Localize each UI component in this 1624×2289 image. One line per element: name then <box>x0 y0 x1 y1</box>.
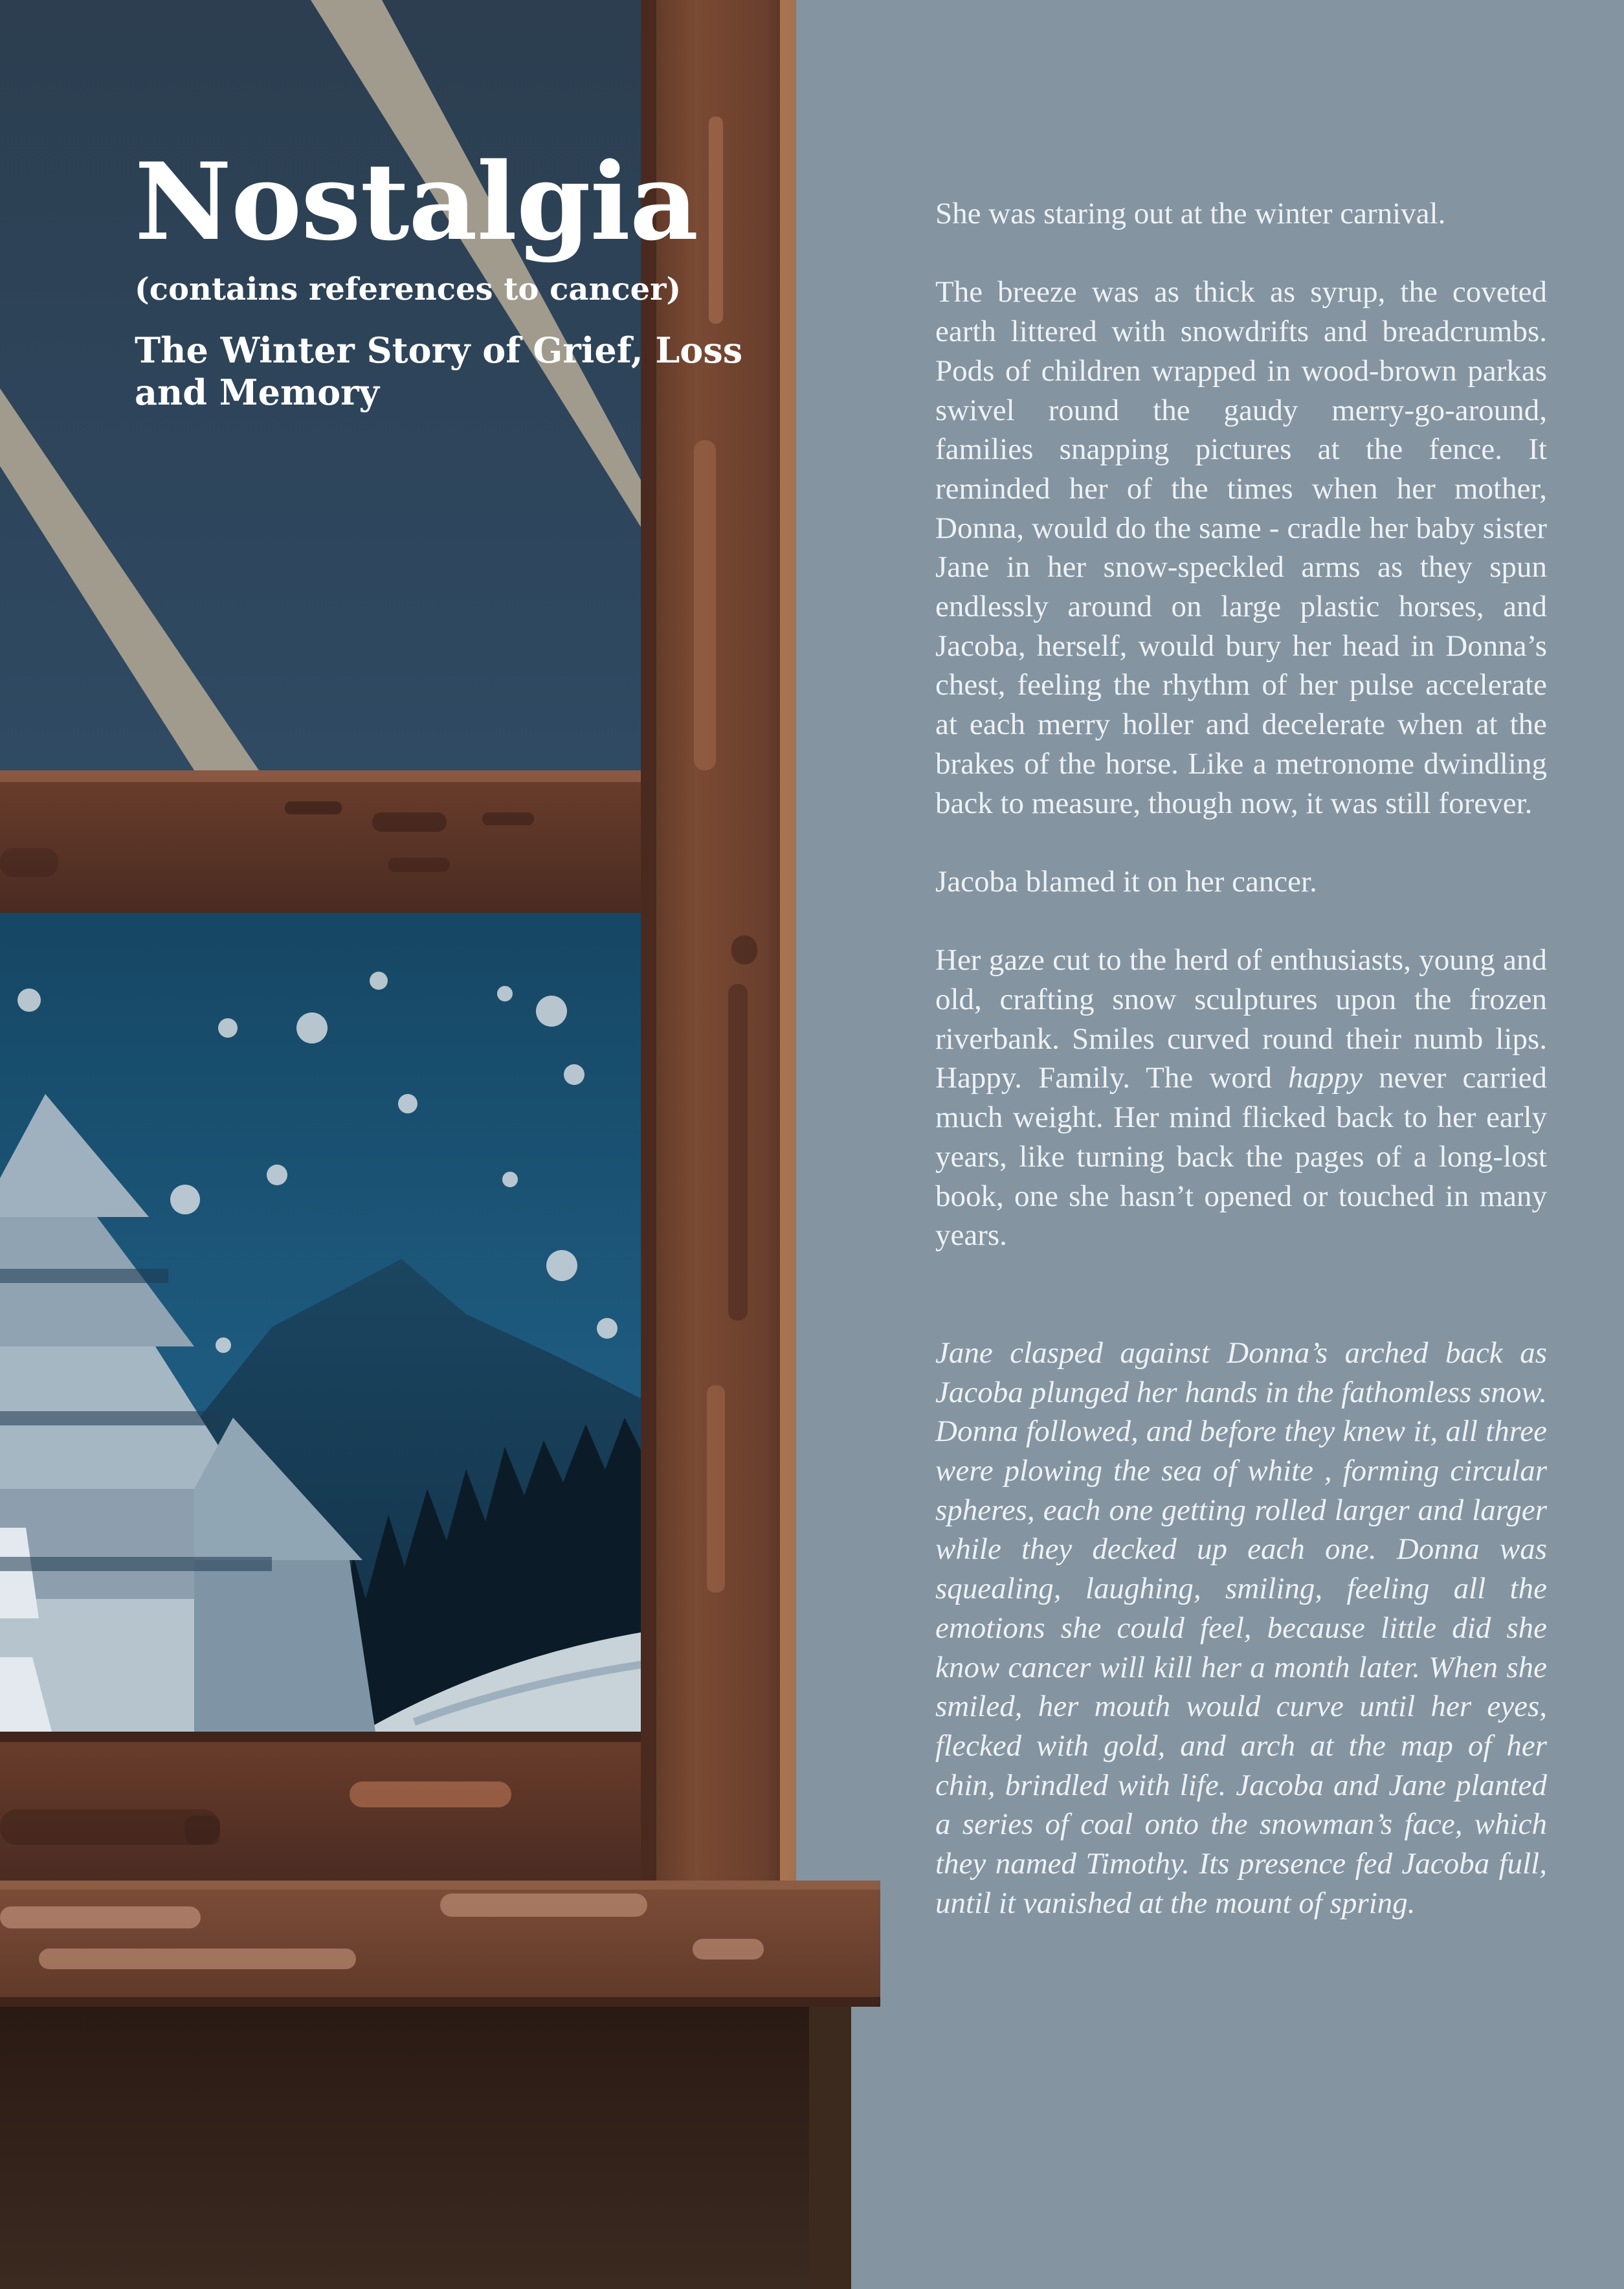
page-title: Nostalgia <box>135 139 698 264</box>
story-text <box>935 194 1547 1962</box>
story-paragraph-2: The breeze was as thick as syrup, the coveted earth littered with snowdrifts and breadcrumbs. Pods of children wrapped in wood-brown parkas swivel round the gaudy merry-go-around, families snapping pictures at the fence. It reminded her of the times when her mother, Donna, would do the same - cradle her baby sister Jane in her snow-speckled arms as they spun endlessly around on large plastic horses, and Jacoba, herself, would bury her head in Donna’s chest, feeling the rhythm of her pulse accelerate at each merry holler and decelerate when at the brakes of the horse. Like a metronome dwindling back to measure, though now, it was still forever. <box>935 275 1547 820</box>
emphasized-word: happy <box>1288 1061 1363 1095</box>
story-paragraph-1: She was staring out at the winter carnival. <box>935 197 1446 230</box>
story-paragraph-4-part-1: Her gaze cut to the herd of enthusiasts, young and old, crafting snow sculptures upon the frozen riverbank. Smiles curved round their numb lips. Happy. Family. The word <box>935 943 1547 1095</box>
story-paragraph-5: Jane clasped against Donna’s arched back as Jacoba plunged her hands in the fathomless snow. Donna followed, and before they knew it, all three were plowing the sea of white , forming circular spheres, each one getting rolled larger and larger while they decked up each one. Donna was squealing, laughing, smiling, feeling all the emotions she could feel, because little did she know cancer will kill her a month later. When she smiled, her mouth would curve until her eyes, flecked with gold, and arch at the map of her chin, brindled with life. Jacoba and Jane planted a series of coal onto the snowman’s face, which they named Timothy. Its presence fed Jacoba full, until it vanished at the mount of spring. <box>935 1335 1547 1920</box>
story-paragraph-3: Jacoba blamed it on her cancer. <box>935 864 1317 899</box>
title-block <box>135 139 775 414</box>
page-subtitle: The Winter Story of Grief, Loss and Memory <box>135 329 743 413</box>
story-paragraph-4 <box>935 941 1547 1255</box>
story-paragraph-4-part-2: never carried much weight. Her mind flicked back to her early years, like turning back the pages of a long-lost book, one she hasn’t opened or touched in many years. <box>935 1061 1547 1253</box>
content-note: (contains references to cancer) <box>135 271 682 307</box>
